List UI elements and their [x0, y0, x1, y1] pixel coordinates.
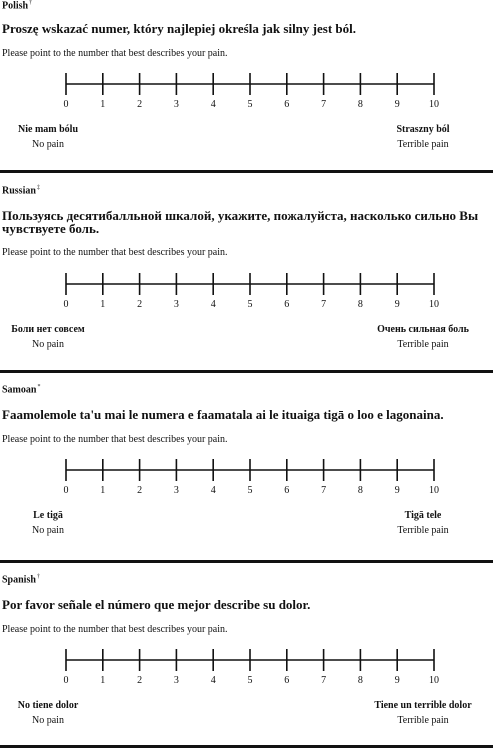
scale-number-10[interactable]: 10	[429, 485, 439, 496]
scale-number-5[interactable]: 5	[247, 485, 253, 496]
terrible-pain-english: Terrible pain	[397, 715, 449, 726]
no-pain-english: No pain	[32, 339, 64, 350]
terrible-pain-native: Очень сильная боль	[377, 324, 469, 335]
pain-scale[interactable]	[0, 648, 493, 686]
scale-number-0[interactable]: 0	[63, 299, 69, 310]
scale-number-5[interactable]: 5	[247, 299, 253, 310]
scale-number-9[interactable]: 9	[394, 99, 400, 110]
section-divider	[0, 745, 493, 748]
scale-number-7[interactable]: 7	[321, 485, 327, 496]
terrible-pain-native: Tigā tele	[404, 510, 442, 521]
pain-scale[interactable]	[0, 458, 493, 496]
section-divider	[0, 560, 493, 563]
scale-number-9[interactable]: 9	[394, 485, 400, 496]
scale-number-9[interactable]: 9	[394, 675, 400, 686]
scale-number-2[interactable]: 2	[137, 485, 143, 496]
no-pain-native: Боли нет совсем	[11, 324, 85, 335]
terrible-pain-english: Terrible pain	[397, 525, 449, 536]
terrible-pain-english: Terrible pain	[397, 139, 449, 150]
no-pain-anchor	[0, 324, 96, 350]
scale-number-9[interactable]: 9	[394, 299, 400, 310]
native-instruction: Faamolemole ta'u mai le numera e faamatala ai le ituaiga tigā o loo e lagonaina.	[2, 407, 444, 422]
scale-number-3[interactable]: 3	[173, 99, 179, 110]
scale-number-4[interactable]: 4	[210, 485, 216, 496]
terrible-pain-anchor	[353, 510, 493, 536]
scale-number-5[interactable]: 5	[247, 675, 253, 686]
terrible-pain-anchor	[353, 700, 493, 726]
terrible-pain-anchor	[353, 124, 493, 150]
scale-number-1[interactable]: 1	[100, 485, 106, 496]
scale-number-4[interactable]: 4	[210, 299, 216, 310]
scale-number-8[interactable]: 8	[357, 485, 363, 496]
scale-number-0[interactable]: 0	[63, 99, 69, 110]
scale-number-6[interactable]: 6	[284, 99, 290, 110]
terrible-pain-native: Tiene un terrible dolor	[374, 700, 472, 711]
scale-number-6[interactable]: 6	[284, 485, 290, 496]
no-pain-english: No pain	[32, 715, 64, 726]
scale-number-8[interactable]: 8	[357, 299, 363, 310]
native-instruction: Por favor señale el número que mejor describe su dolor.	[2, 597, 311, 612]
english-instruction: Please point to the number that best describes your pain.	[2, 434, 228, 445]
scale-number-1[interactable]: 1	[100, 675, 106, 686]
scale-number-2[interactable]: 2	[137, 675, 143, 686]
scale-number-4[interactable]: 4	[210, 675, 216, 686]
scale-number-2[interactable]: 2	[137, 299, 143, 310]
no-pain-native: Le tigā	[33, 510, 63, 521]
scale-number-3[interactable]: 3	[173, 299, 179, 310]
language-label: Polish†	[2, 0, 33, 12]
terrible-pain-native: Straszny ból	[396, 124, 450, 135]
pain-scale[interactable]	[0, 72, 493, 110]
english-instruction: Please point to the number that best describes your pain.	[2, 247, 228, 258]
no-pain-english: No pain	[32, 525, 64, 536]
section-divider	[0, 370, 493, 373]
no-pain-english: No pain	[32, 139, 64, 150]
scale-number-10[interactable]: 10	[429, 99, 439, 110]
no-pain-native: No tiene dolor	[17, 700, 79, 711]
scale-number-10[interactable]: 10	[429, 299, 439, 310]
scale-number-0[interactable]: 0	[63, 675, 69, 686]
no-pain-anchor	[0, 510, 96, 536]
scale-number-10[interactable]: 10	[429, 675, 439, 686]
language-label: Samoan*	[2, 384, 41, 396]
scale-number-4[interactable]: 4	[210, 99, 216, 110]
scale-number-3[interactable]: 3	[173, 485, 179, 496]
scale-number-6[interactable]: 6	[284, 299, 290, 310]
native-instruction: Пользуясь десятибалльной шкалой, укажите, пожалуйста, насколько сильно Вы чувствуете боль.	[2, 208, 479, 236]
scale-number-7[interactable]: 7	[321, 299, 327, 310]
scale-number-5[interactable]: 5	[247, 99, 253, 110]
pain-scale[interactable]	[0, 272, 493, 310]
section-divider	[0, 170, 493, 173]
scale-number-1[interactable]: 1	[100, 299, 106, 310]
terrible-pain-anchor	[353, 324, 493, 350]
scale-number-0[interactable]: 0	[63, 485, 69, 496]
language-label: Spanish†	[2, 574, 40, 586]
scale-number-1[interactable]: 1	[100, 99, 106, 110]
scale-number-7[interactable]: 7	[321, 99, 327, 110]
terrible-pain-english: Terrible pain	[397, 339, 449, 350]
scale-number-2[interactable]: 2	[137, 99, 143, 110]
english-instruction: Please point to the number that best describes your pain.	[2, 624, 228, 635]
english-instruction: Please point to the number that best describes your pain.	[2, 48, 228, 59]
no-pain-native: Nie mam bólu	[18, 124, 78, 135]
scale-number-3[interactable]: 3	[173, 675, 179, 686]
scale-number-6[interactable]: 6	[284, 675, 290, 686]
no-pain-anchor	[0, 124, 96, 150]
no-pain-anchor	[0, 700, 96, 726]
native-instruction: Proszę wskazać numer, który najlepiej określa jak silny jest ból.	[2, 21, 356, 36]
scale-number-8[interactable]: 8	[357, 99, 363, 110]
scale-number-8[interactable]: 8	[357, 675, 363, 686]
scale-number-7[interactable]: 7	[321, 675, 327, 686]
language-label: Russian‡	[2, 185, 40, 197]
